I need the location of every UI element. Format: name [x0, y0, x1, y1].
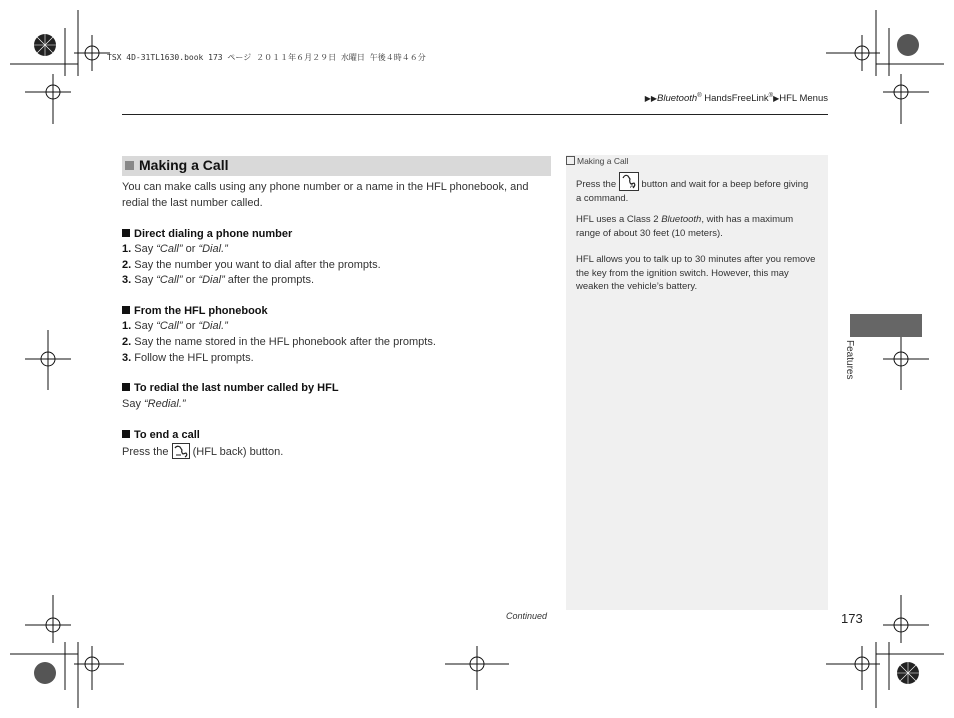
section-square-icon: [125, 161, 134, 170]
page-number: 173: [841, 611, 863, 626]
square-bullet-icon: [122, 229, 130, 237]
section-intro: You can make calls using any phone number or a name in the HFL phonebook, and redial the last number called.: [122, 181, 529, 209]
list-item: 2. Say the name stored in the HFL phonebook after the prompts.: [122, 336, 436, 348]
breadcrumb-arrow-icon: ▶: [773, 94, 780, 104]
subheading-direct-dial: Direct dialing a phone number: [122, 228, 292, 240]
subheading-redial: To redial the last number called by HFL: [122, 382, 339, 394]
hfl-back-icon: [172, 443, 190, 459]
section-title: Making a Call: [139, 157, 229, 173]
list-item: 1. Say “Call” or “Dial.”: [122, 320, 228, 332]
reference-icon: [566, 156, 575, 165]
breadcrumb-arrow-icon: ▶▶: [644, 94, 658, 104]
square-bullet-icon: [122, 306, 130, 314]
sidebar-paragraph-battery: HFL allows you to talk up to 30 minutes after you remove the key from the ignition switch. However, this may weaken the vehicle’s battery.: [576, 254, 816, 292]
list-item: 2. Say the number you want to dial after the prompts.: [122, 259, 381, 271]
breadcrumb-item-hfl[interactable]: HandsFreeLink: [701, 93, 769, 105]
breadcrumb-item-bluetooth[interactable]: Bluetooth: [657, 93, 698, 105]
breadcrumb: ▶▶Bluetooth® HandsFreeLink®▶HFL Menus: [644, 93, 828, 105]
subheading-phonebook: From the HFL phonebook: [122, 305, 268, 317]
end-call-instruction: Press the (HFL back) button.: [122, 443, 283, 461]
list-item: 1. Say “Call” or “Dial.”: [122, 243, 228, 255]
chapter-tab-label: Features: [844, 340, 855, 380]
breadcrumb-item-hfl-menus[interactable]: HFL Menus: [779, 93, 828, 105]
sidebar-paragraph-talk: Press the A button and wait for a beep before giving a command.: [576, 172, 816, 205]
header-rule: [122, 114, 828, 115]
section-title-bar: [122, 156, 551, 176]
list-item: 3. Say “Call” or “Dial” after the prompts.: [122, 274, 314, 286]
square-bullet-icon: [122, 383, 130, 391]
subheading-end-call: To end a call: [122, 429, 200, 441]
print-header: TSX 4D-31TL1630.book 173 ページ ２０１１年６月２９日 水曜日 午後４時４６分: [107, 53, 426, 62]
svg-text:A: A: [629, 184, 634, 190]
redial-instruction: Say “Redial.”: [122, 398, 186, 410]
hfl-talk-icon: [619, 172, 639, 191]
continued-label: Continued: [506, 611, 548, 621]
list-item: 3. Follow the HFL prompts.: [122, 352, 254, 364]
sidebar-paragraph-range: HFL uses a Class 2 Bluetooth, with has a maximum range of about 30 feet (10 meters).: [576, 214, 794, 239]
square-bullet-icon: [122, 430, 130, 438]
chapter-tab[interactable]: [850, 314, 922, 337]
sidebar-title: Making a Call: [566, 156, 629, 166]
